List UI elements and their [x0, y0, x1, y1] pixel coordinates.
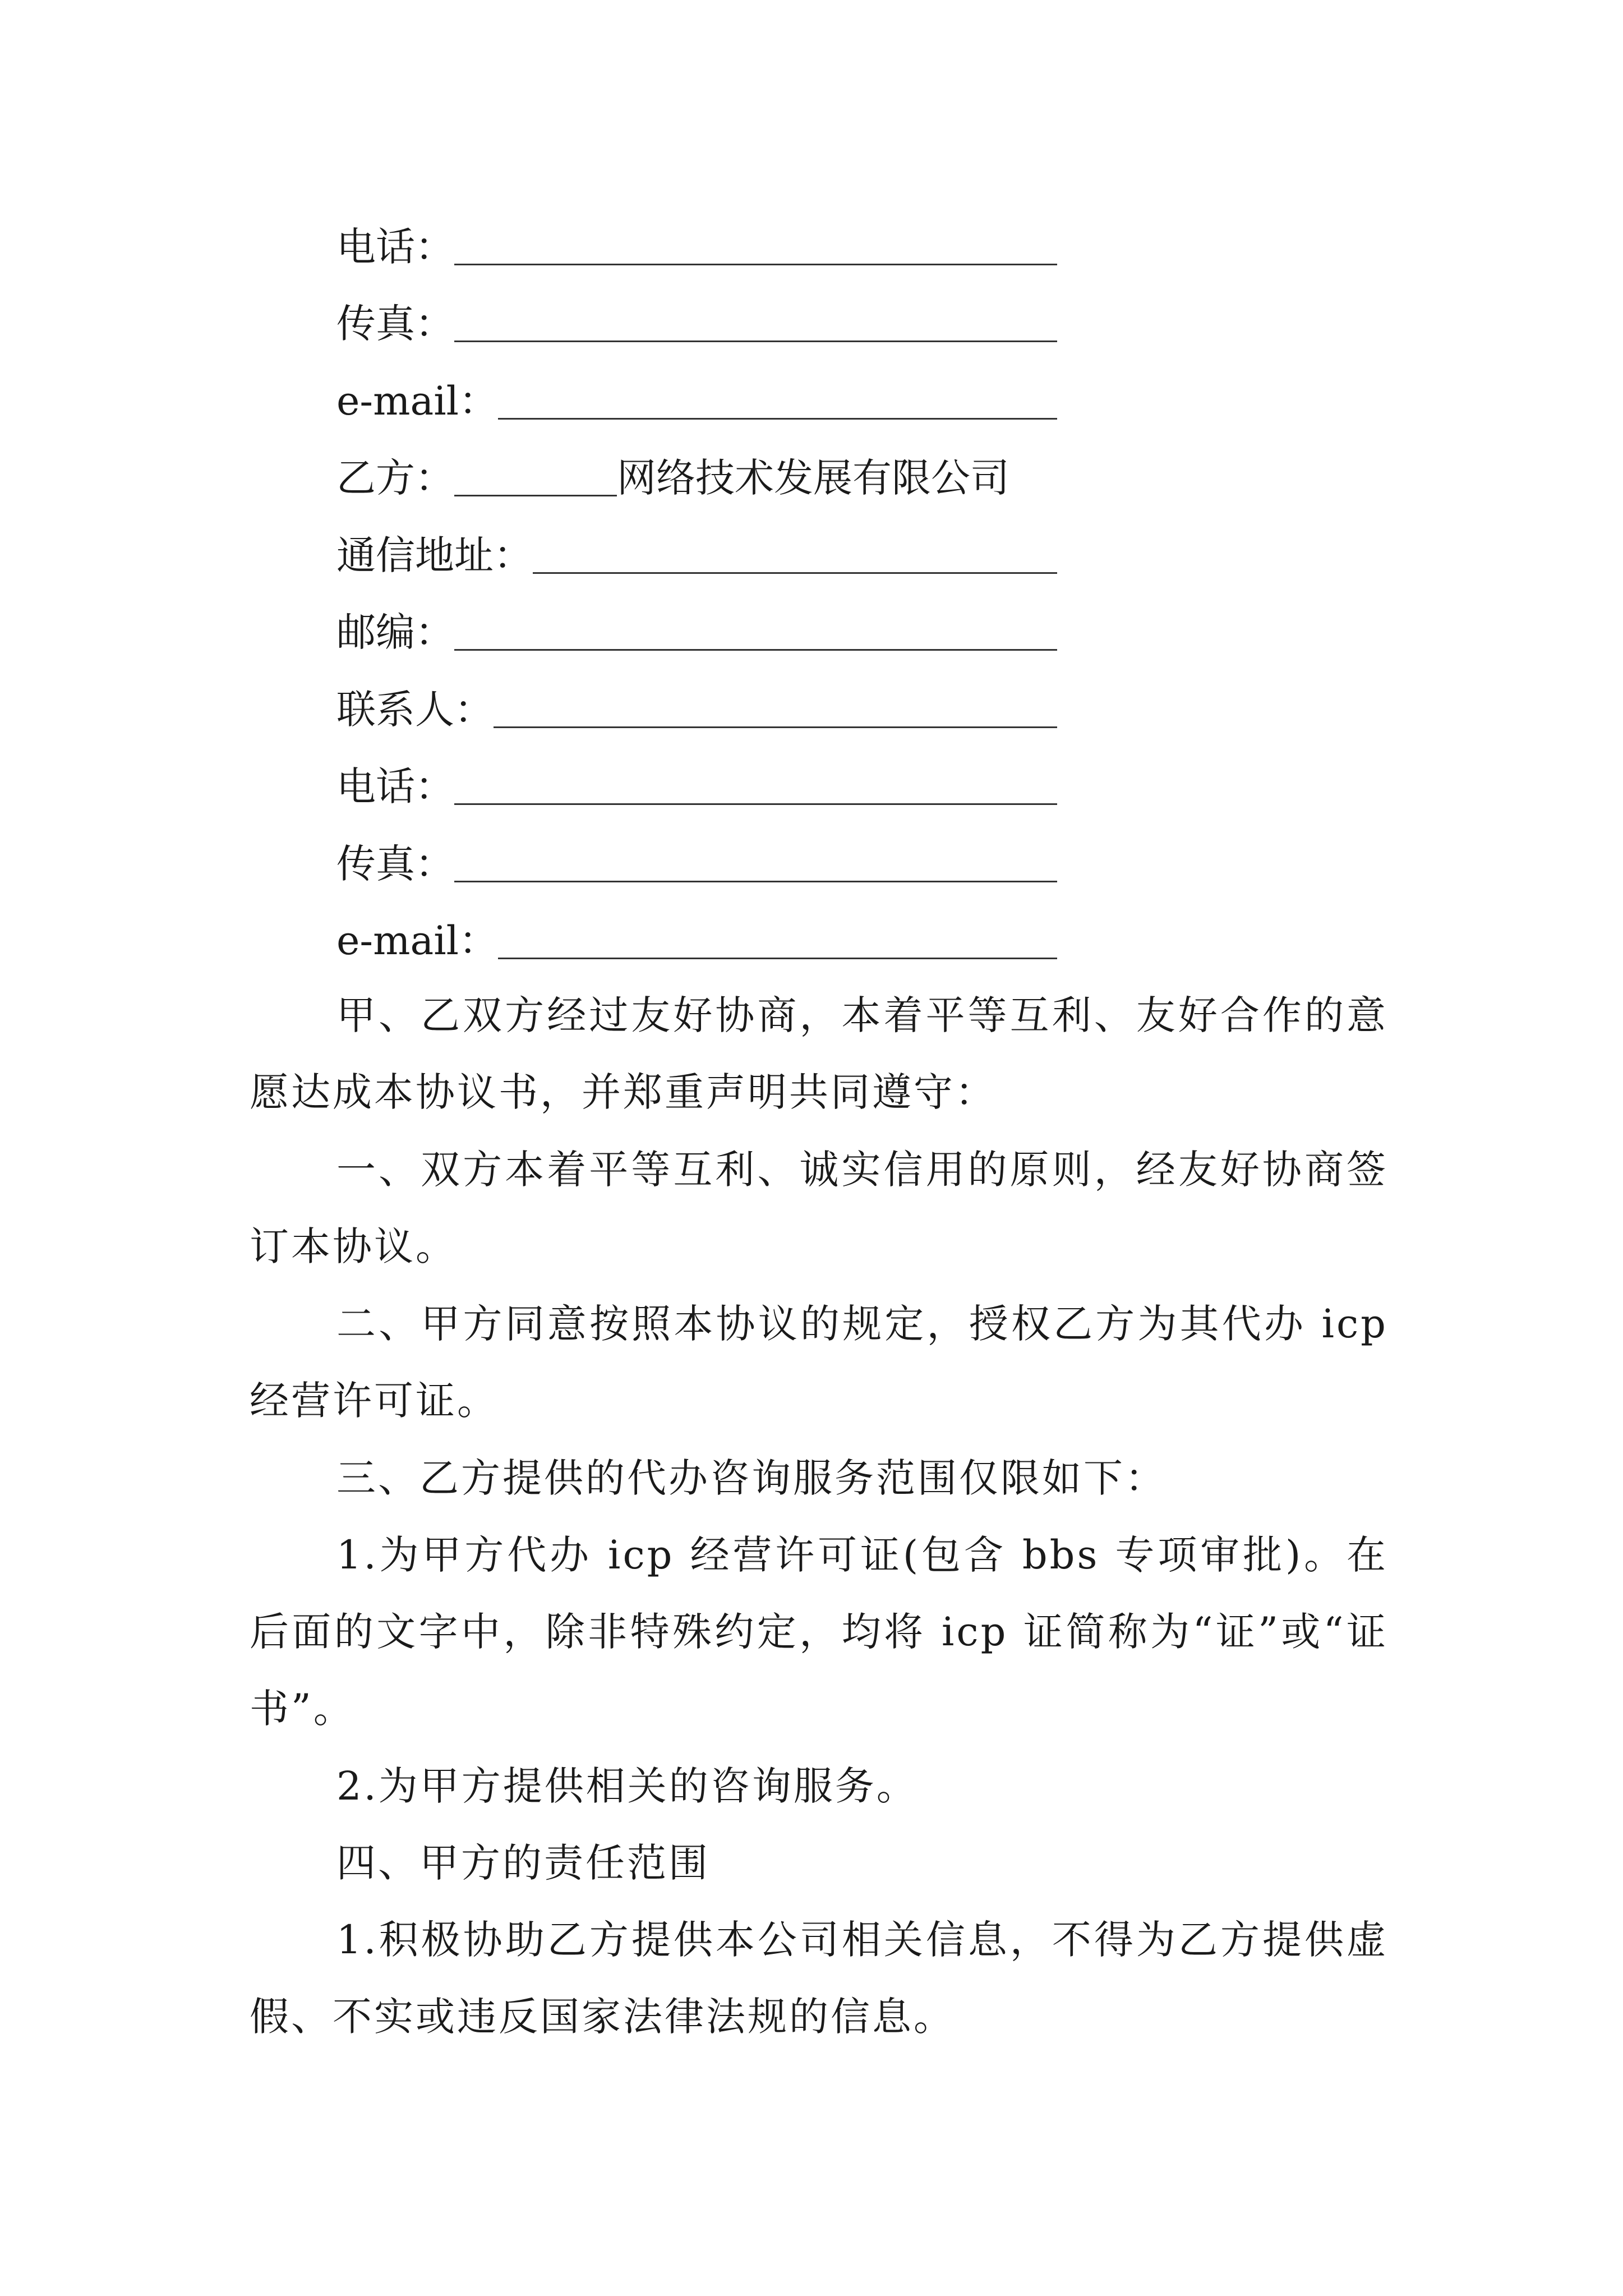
party-a-fax-field [336, 287, 1057, 347]
clause-4-heading: 四、甲方的责任范围 [336, 1840, 710, 1886]
fax-label: 传真： [336, 841, 454, 887]
party-b-phone-field [336, 750, 1057, 809]
email-blank-line [498, 415, 1057, 420]
company-suffix: 网络技术发展有限公司 [617, 455, 1009, 501]
fax-label: 传真： [336, 301, 454, 347]
clause-1-paragraph: 一、双方本着平等互利、诚实信用的原则，经友好协商签订本协议。 [250, 1147, 1388, 1269]
party-b-fax-field [336, 827, 1057, 887]
phone-label: 电话： [336, 224, 454, 270]
phone-label: 电话： [336, 763, 454, 809]
email-label: e-mail： [336, 378, 498, 424]
phone-blank-line [454, 800, 1057, 805]
clause-3-heading: 三、乙方提供的代办咨询服务范围仅限如下： [336, 1455, 1166, 1501]
party-b-contact-person-field [336, 673, 1057, 733]
party-b-postcode-field [336, 596, 1057, 655]
contact-person-blank-line [494, 723, 1057, 728]
clause-2-paragraph: 二、甲方同意按照本协议的规定，授权乙方为其代办 icp 经营许可证。 [250, 1301, 1388, 1424]
fax-blank-line [454, 877, 1057, 882]
clause-3-item-2: 2.为甲方提供相关的咨询服务。 [336, 1763, 918, 1809]
intro-paragraph: 甲、乙双方经过友好协商，本着平等互利、友好合作的意愿达成本协议书，并郑重声明共同遵守： [250, 992, 1388, 1115]
clause-4-item-1: 1.积极协助乙方提供本公司相关信息，不得为乙方提供虚假、不实或违反国家法律法规的信息。 [250, 1917, 1388, 2040]
contact-person-label: 联系人： [336, 687, 494, 733]
address-label: 通信地址： [336, 532, 533, 578]
party-a-email-field [336, 365, 1057, 424]
postcode-blank-line [454, 646, 1057, 651]
email-blank-line [498, 954, 1057, 959]
party-b-label: 乙方： [336, 455, 454, 501]
party-a-phone-field [336, 210, 1057, 270]
party-b-email-field [336, 904, 1057, 964]
email-label: e-mail： [336, 918, 498, 964]
company-name-blank-line [454, 491, 617, 496]
address-blank-line [533, 569, 1057, 574]
phone-blank-line [454, 260, 1057, 265]
fax-blank-line [454, 337, 1057, 342]
party-b-name-field [336, 441, 1057, 501]
clause-3-item-1: 1.为甲方代办 icp 经营许可证(包含 bbs 专项审批)。在后面的文字中，除非特殊约定，均将 icp 证简称为“证”或“证书”。 [250, 1532, 1388, 1732]
postcode-label: 邮编： [336, 609, 454, 655]
party-b-address-field [336, 519, 1057, 578]
